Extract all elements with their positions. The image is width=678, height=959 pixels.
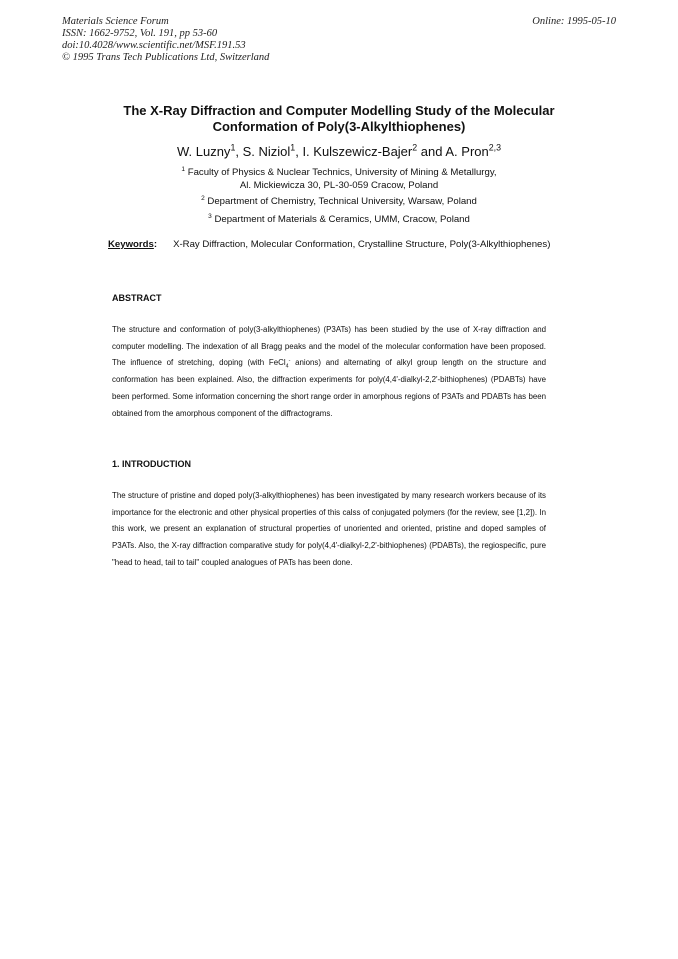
abstract-text: The structure and conformation of poly(3-alkylthiophenes) (P3ATs) has been studied by the use of X-ray diffraction and computer modelling. The indexation of all Bragg peaks and the model of the molecular conformation have been proposed. The influence of stretching, doping (with FeCl$_4$- anions) and alternating of alkyl group length on the structure and conformation has been explained. Also, the diffraction experiments for poly(4,4'-dialkyl-2,2'-bithiophenes) (PDABTs) have been performed. Some information concerning the short range order in amorphous regions of P3ATs and PDABTs has been obtained from the amorphous component of the diffractograms. [112,325,546,418]
doi-line: doi:10.4028/www.scientific.net/MSF.191.53 [62,40,246,51]
author: W. Luzny$^1$ [176,142,236,159]
author: A. Pron$^{2,3}$ [445,142,502,159]
keywords: Keywords: X-Ray Diffraction, Molecular Conformation, Crystalline Structure, Poly(3-Alkylthiophenes) [108,239,551,250]
abstract-heading: ABSTRACT [112,293,162,303]
keywords-text: X-Ray Diffraction, Molecular Conformation, Crystalline Structure, Poly(3-Alkylthiophenes) [173,239,551,250]
author-list: W. Luzny$^1$, S. Niziol$^1$, I. Kulszewicz-Bajer$^2$ and A. Pron$^{2,3}$ [176,142,502,159]
author: S. Niziol$^1$ [242,142,296,159]
keywords-label: Keywords [108,239,154,250]
introduction-text: The structure of pristine and doped poly(3-alkylthiophenes) has been investigated by many research workers because of its importance for the electronic and other physical properties of this calss of conjugated polymers (for the review, see [1,2]). In this work, we present an explanation of structural properties of unoriented and oriented, pristine and doped samples of P3ATs. Also, the X-ray diffraction comparative study for poly(4,4'-dialkyl-2,2'-bithiophenes) (PDABTs), the regiospecific, pure "head to head, tail to tail" coupled analogues of PATs has been done. [112,491,546,567]
online-date: Online: 1995-05-10 [532,16,616,27]
journal-name: Materials Science Forum [62,16,169,27]
paper-title [100,103,578,135]
journal-header [62,16,269,64]
author: I. Kulszewicz-Bajer$^2$ [302,142,418,159]
copyright-line: © 1995 Trans Tech Publications Ltd, Switzerland [62,52,270,63]
title-line-2: Conformation of Poly(3-Alkylthiophenes) [212,119,466,134]
affiliation-1: $^1$ Faculty of Physics & Nuclear Technics, University of Mining & Metallurgy, Al. Mickiewicza 30, PL-30-059 Cracow, Poland [181,165,497,191]
title-line-1: The X-Ray Diffraction and Computer Modelling Study of the Molecular [123,103,555,118]
affiliation-3: $^3$ Department of Materials & Ceramics, UMM, Cracow, Poland [208,212,470,225]
affiliation-2: $^2$ Department of Chemistry, Technical University, Warsaw, Poland [201,194,477,207]
issn-line: ISSN: 1662-9752, Vol. 191, pp 53-60 [62,28,218,39]
introduction-heading: 1. INTRODUCTION [112,459,192,469]
